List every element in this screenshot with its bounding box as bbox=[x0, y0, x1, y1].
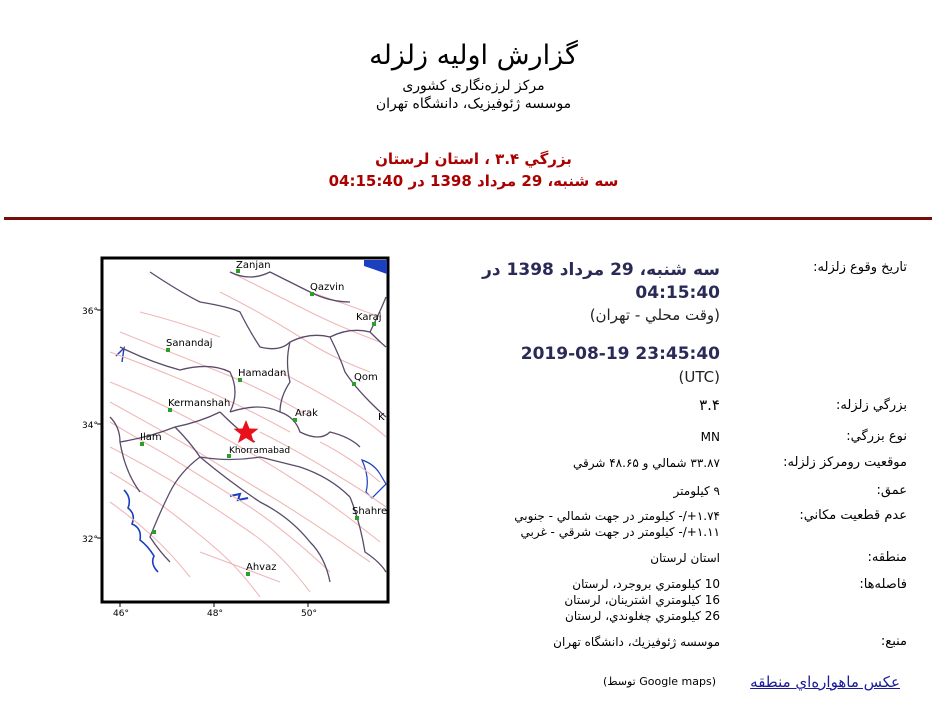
distance-item: 26 كيلومتري چغلوندي، لرستان bbox=[565, 609, 720, 623]
lat-tick-label: 32° bbox=[82, 535, 98, 545]
institute-name: موسسه ژئوفیزیک، دانشگاه تهران bbox=[375, 96, 572, 112]
lon-tick-label: 46° bbox=[113, 609, 129, 619]
distances-label: فاصله‌ها: bbox=[859, 577, 907, 592]
page-title: گزارش اولیه زلزله bbox=[369, 40, 578, 71]
lat-tick-label: 34° bbox=[82, 421, 98, 431]
uncertainty-ns: ۱.۷۴+/- كيلومتر در جهت شمالي - جنوبي bbox=[514, 509, 720, 523]
header-divider bbox=[4, 217, 932, 220]
satellite-image-link[interactable]: عكس ماهواره‌اي منطقه bbox=[750, 673, 900, 691]
region-label: منطقه: bbox=[867, 550, 907, 565]
depth-label: عمق: bbox=[876, 483, 907, 498]
distance-item: 10 كيلومتري بروجرد، لرستان bbox=[572, 577, 720, 591]
date-label: تاریخ وقوع زلزله: bbox=[813, 260, 907, 275]
city-label: Qazvin bbox=[310, 282, 345, 293]
local-date: سه شنبه، 29 مرداد 1398 در bbox=[482, 260, 720, 280]
epicenter-label: موقعيت رومركز زلزله: bbox=[783, 455, 907, 470]
city-label: Arak bbox=[295, 408, 318, 419]
local-time-note: (وقت محلي - تهران) bbox=[589, 306, 720, 324]
local-time: 04:15:40 bbox=[635, 283, 720, 303]
map-svg bbox=[80, 252, 410, 622]
city-label: Ilam bbox=[140, 432, 162, 443]
mag-type-label: نوع بزرگي: bbox=[846, 429, 907, 444]
epicenter-map bbox=[80, 252, 410, 622]
city-label: Zanjan bbox=[236, 260, 271, 271]
uncertainty-ew: ۱.۱۱+/- كيلومتر در جهت شرقي - غربي bbox=[520, 525, 720, 539]
depth-value: ۹ كيلومتر bbox=[673, 484, 720, 498]
lon-tick-label: 50° bbox=[301, 609, 317, 619]
uncertainty-label: عدم قطعيت مكاني: bbox=[799, 508, 907, 523]
utc-datetime: 2019-08-19 23:45:40 bbox=[520, 344, 720, 364]
city-label: Sanandaj bbox=[166, 338, 213, 349]
magnitude-value: ۳.۴ bbox=[699, 396, 720, 414]
org-name: مرکز لرزه‌نگاری کشوری bbox=[402, 78, 545, 94]
city-label: Shahre bbox=[352, 506, 388, 517]
city-label: Karaj bbox=[356, 312, 382, 323]
city-label: K bbox=[378, 412, 385, 423]
city-label: Kermanshah bbox=[168, 398, 231, 409]
distance-item: 16 كيلومتري اشترينان، لرستان bbox=[564, 593, 720, 607]
datetime-headline: سه شنبه، 29 مرداد 1398 در 04:15:40 bbox=[328, 172, 619, 190]
utc-note: (UTC) bbox=[678, 368, 720, 386]
source-label: منبع: bbox=[880, 634, 907, 649]
city-label: Qom bbox=[354, 372, 378, 383]
region-value: استان لرستان bbox=[650, 551, 720, 565]
city-label: Hamadan bbox=[238, 368, 287, 379]
city-label: Ahvaz bbox=[246, 562, 277, 573]
lon-tick-label: 48° bbox=[207, 609, 223, 619]
mag-type-value: MN bbox=[700, 430, 720, 444]
epicenter-value: ۳۳.۸۷ شمالي و ۴۸.۶۵ شرقي bbox=[573, 456, 720, 470]
source-value: موسسه ژئوفيزيك، دانشگاه تهران bbox=[553, 635, 720, 649]
lat-tick-label: 36° bbox=[82, 307, 98, 317]
google-maps-note: (توسط Google maps) bbox=[603, 675, 716, 688]
city-label: Khorramabad bbox=[229, 446, 291, 456]
magnitude-headline: بزرگي ۳.۴ ، استان لرستان bbox=[375, 150, 572, 168]
magnitude-label: بزرگي زلزله: bbox=[836, 398, 907, 413]
